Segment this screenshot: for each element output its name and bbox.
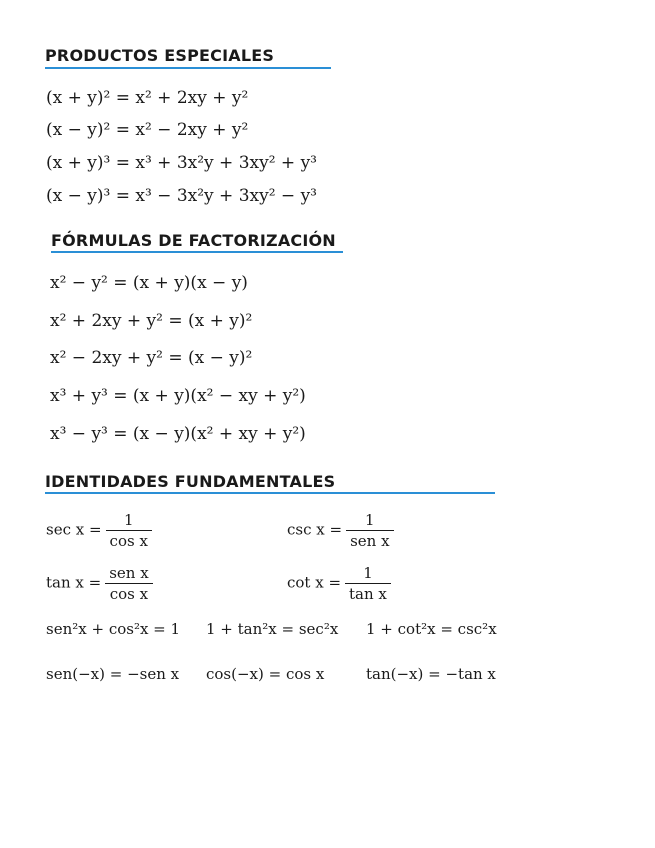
identity-even-odd: tan(−x) = −tan x bbox=[366, 665, 496, 683]
equation: (x − y)² = x² − 2xy + y² bbox=[46, 120, 249, 140]
equation: x³ − y³ = (x − y)(x² + xy + y²) bbox=[50, 424, 306, 444]
equation: x² + 2xy + y² = (x + y)² bbox=[50, 311, 253, 331]
section-underline bbox=[45, 492, 495, 494]
identity-cot bbox=[287, 565, 391, 602]
identity-pythagorean: 1 + tan²x = sec²x bbox=[206, 620, 339, 638]
section-title-formulas-factorizacion: FÓRMULAS DE FACTORIZACIÓN bbox=[51, 231, 336, 250]
identity-lhs: cot x = bbox=[287, 573, 342, 592]
identity-pythagorean: sen²x + cos²x = 1 bbox=[46, 620, 181, 638]
fraction bbox=[106, 512, 152, 549]
fraction-denominator: cos x bbox=[109, 531, 148, 550]
fraction bbox=[346, 512, 393, 549]
fraction-numerator: 1 bbox=[345, 565, 391, 584]
identity-pythagorean: 1 + cot²x = csc²x bbox=[366, 620, 497, 638]
identity-tan bbox=[46, 565, 153, 602]
section-title-productos-especiales: PRODUCTOS ESPECIALES bbox=[45, 46, 275, 65]
fraction bbox=[105, 565, 152, 602]
fraction-numerator: sen x bbox=[105, 565, 152, 584]
identity-lhs: tan x = bbox=[46, 573, 102, 592]
fraction-numerator: 1 bbox=[106, 512, 152, 531]
equation: (x + y)³ = x³ + 3x²y + 3xy² + y³ bbox=[46, 153, 317, 173]
equation: (x − y)³ = x³ − 3x²y + 3xy² − y³ bbox=[46, 186, 317, 206]
identity-lhs: sec x = bbox=[46, 520, 102, 539]
fraction bbox=[345, 565, 391, 602]
identity-csc bbox=[287, 512, 394, 549]
section-title-identidades-fundamentales: IDENTIDADES FUNDAMENTALES bbox=[45, 472, 336, 491]
identity-even-odd: sen(−x) = −sen x bbox=[46, 665, 180, 683]
identity-lhs: csc x = bbox=[287, 520, 343, 539]
equation: x² − y² = (x + y)(x − y) bbox=[50, 273, 248, 293]
equation: x² − 2xy + y² = (x − y)² bbox=[50, 348, 253, 368]
section-underline bbox=[45, 67, 331, 69]
identity-even-odd: cos(−x) = cos x bbox=[206, 665, 325, 683]
fraction-denominator: cos x bbox=[109, 584, 149, 603]
fraction-denominator: sen x bbox=[350, 531, 390, 550]
fraction-numerator: 1 bbox=[346, 512, 393, 531]
section-underline bbox=[51, 251, 343, 253]
identity-sec bbox=[46, 512, 152, 549]
equation: x³ + y³ = (x + y)(x² − xy + y²) bbox=[50, 386, 306, 406]
equation: (x + y)² = x² + 2xy + y² bbox=[46, 88, 249, 108]
fraction-denominator: tan x bbox=[349, 584, 387, 603]
